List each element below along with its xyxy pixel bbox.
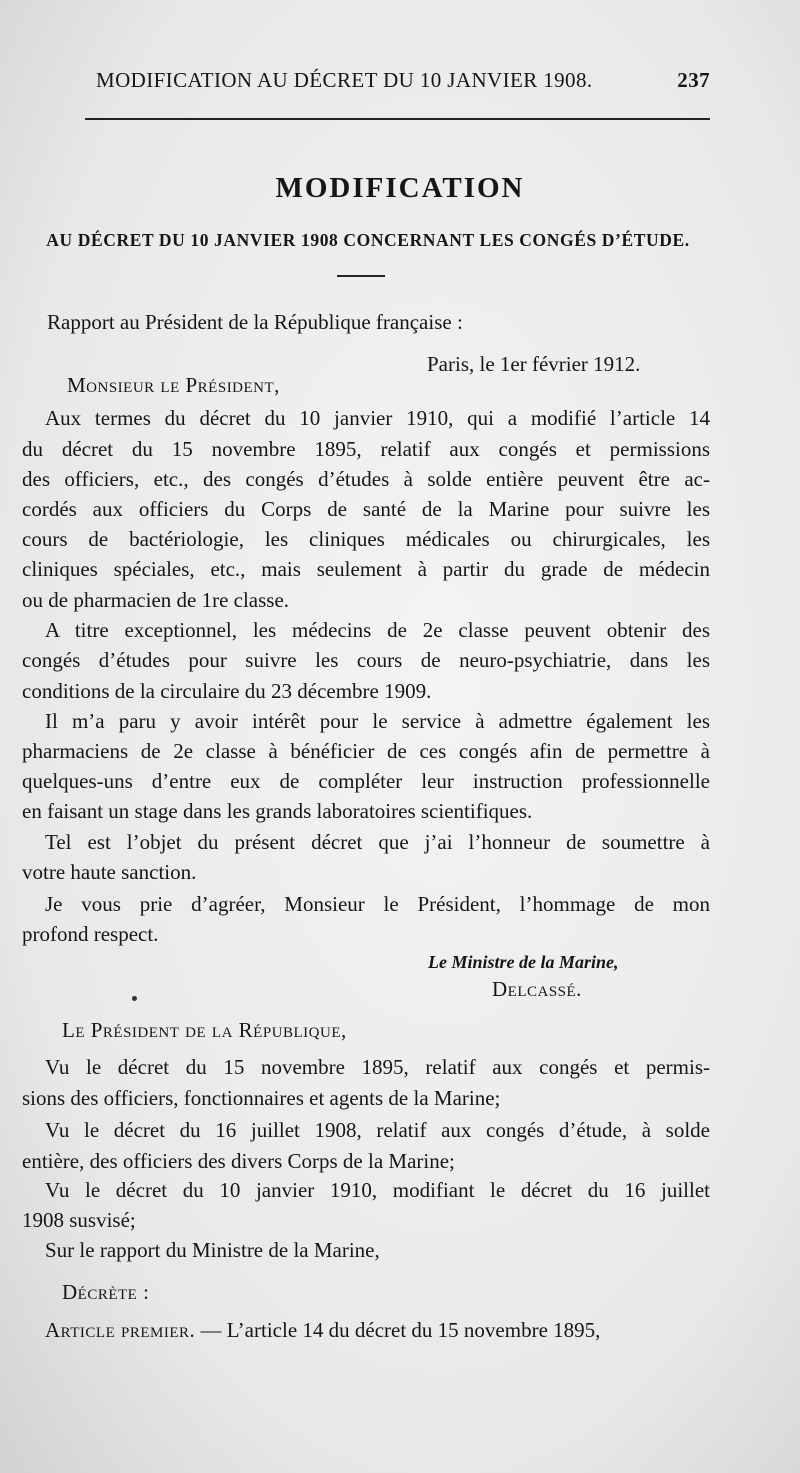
body-line: quelques-uns d’entre eux de compléter leur instruction professionnelle [22,769,710,793]
decree-line: Vu le décret du 16 juillet 1908, relatif aux congés d’étude, à solde [45,1118,710,1142]
article-line [45,1318,600,1343]
body-line: conditions de la circulaire du 23 décembre 1909. [22,679,432,703]
body-line: cordés aux officiers du Corps de santé de la Marine pour suivre les [22,497,710,521]
body-line: congés d’études pour suivre les cours de neuro-psychiatrie, dans les [22,648,710,672]
decree-line: entière, des officiers des divers Corps de la Marine; [22,1149,455,1173]
article-text: — L’article 14 du décret du 15 novembre 1895, [200,1318,601,1342]
running-head [96,68,710,100]
body-line: votre haute sanction. [22,860,197,884]
body-line: Je vous prie d’agréer, Monsieur le Président, l’hommage de mon [45,892,710,916]
body-line: cliniques spéciales, etc., mais seulement à partir du grade de médecin [22,557,710,581]
body-line: du décret du 15 novembre 1895, relatif aux congés et permissions [22,437,710,461]
body-line: en faisant un stage dans les grands laboratoires scientifiques. [22,799,533,823]
rapport-heading: Rapport au Président de la République française : [47,310,463,334]
president-heading: Le Président de la République, [62,1018,347,1042]
decree-line: Sur le rapport du Ministre de la Marine, [45,1238,380,1262]
running-head-title: MODIFICATION AU DÉCRET DU 10 JANVIER 1908. [96,68,593,92]
document-title: MODIFICATION [275,172,525,204]
body-line: Tel est l’objet du présent décret que j’ai l’honneur de soumettre à [45,830,710,854]
decree-line: Vu le décret du 15 novembre 1895, relatif aux congés et permis- [45,1055,710,1079]
ink-dot [132,996,137,1001]
body-line: profond respect. [22,922,159,946]
place-date: Paris, le 1er février 1912. [427,352,641,376]
article-label: Article premier. [45,1318,196,1342]
body-line: cours de bactériologie, les cliniques médicales ou chirurgicales, les [22,527,710,551]
body-line: ou de pharmacien de 1re classe. [22,588,290,612]
body-line: A titre exceptionnel, les médecins de 2e classe peuvent obtenir des [45,618,710,642]
header-rule [85,118,710,120]
page-number: 237 [677,68,710,92]
signature-role: Le Ministre de la Marine, [428,952,619,972]
decree-line: 1908 susvisé; [22,1208,136,1232]
decree-line: sions des officiers, fonctionnaires et agents de la Marine; [22,1086,501,1110]
body-line: pharmaciens de 2e classe à bénéficier de ces congés afin de permettre à [22,739,710,763]
title-divider [337,275,385,277]
body-line: Aux termes du décret du 10 janvier 1910, qui a modifié l’article 14 [45,406,710,430]
signature-name: Delcassé. [492,977,582,1001]
decree-line: Vu le décret du 10 janvier 1910, modifiant le décret du 16 juillet [45,1178,710,1202]
salutation: Monsieur le Président, [67,373,280,397]
body-line: des officiers, etc., des congés d’études à solde entière peuvent être ac- [22,467,710,491]
document-subtitle: AU DÉCRET DU 10 JANVIER 1908 CONCERNANT LES CONGÉS D’ÉTUDE. [46,230,690,250]
body-line: Il m’a paru y avoir intérêt pour le service à admettre également les [45,709,710,733]
decrete-heading: Décrète : [62,1280,150,1304]
